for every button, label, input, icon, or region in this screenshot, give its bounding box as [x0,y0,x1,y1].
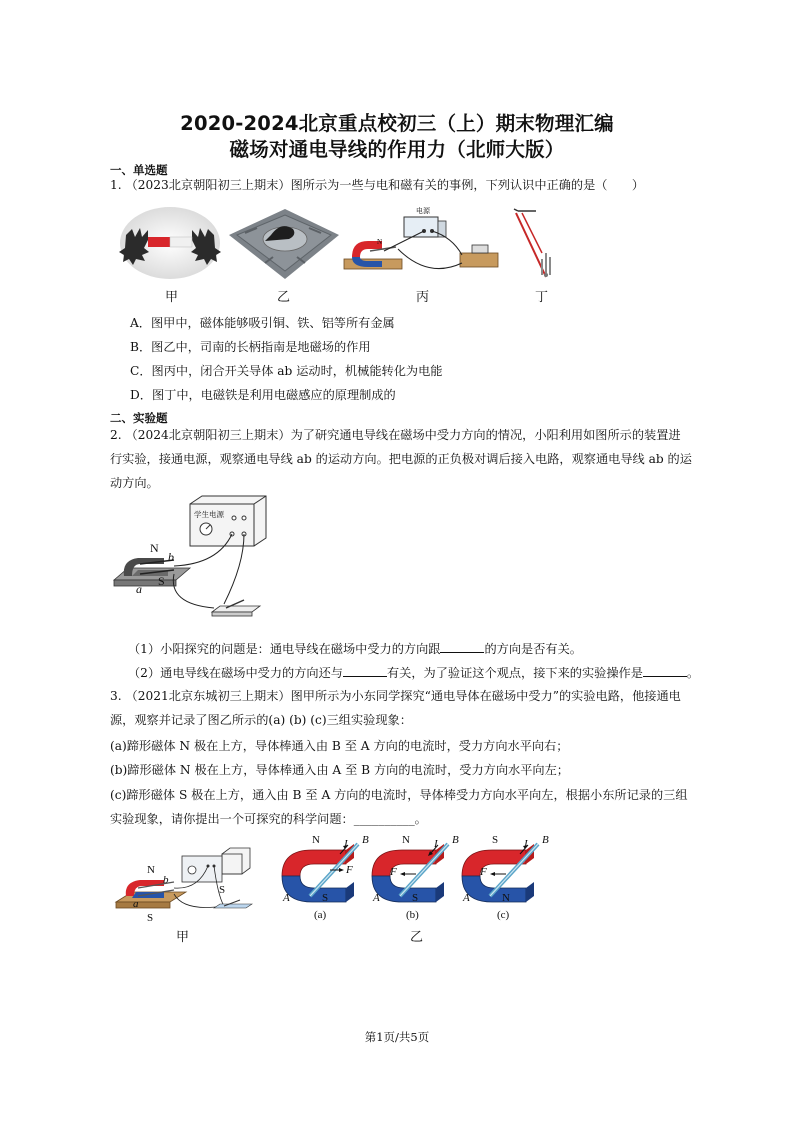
question-2-sub-2 [128,664,699,681]
q3-figure-yi-b [362,836,462,916]
figure-bing-power-label: 电源 [416,207,430,215]
question-1-option-a: A．图甲中，磁体能够吸引铜、铁、铝等所有金属 [130,316,395,330]
q3-jia-a-label: a [133,898,139,910]
page-subtitle: 磁场对通电导线的作用力（北师大版） [229,138,565,161]
q3-a-i-label: I [344,838,348,850]
q2-sub1-prefix: （1）小阳探究的问题是：通电导线在磁场中受力的方向跟 [128,642,441,656]
q3-caption-c: (c) [497,909,510,921]
q3-figure-jia-caption: 甲 [176,930,190,945]
q3-b-a-label: A [373,892,380,904]
section-heading-experiment: 二、实验题 [110,411,168,425]
question-3-line-5: (c)蹄形磁体 S 极在上方，通入由 B 至 A 方向的电流时，导体棒受力方向水平向左，根据小东所记录的三组 [110,788,688,802]
question-2-line-1: 2. （2024北京朝阳初三上期末）为了研究通电导线在磁场中受力方向的情况，小阳利用如图所示的装置进 [110,428,681,442]
question-3-line-1: 3. （2021北京东城初三上期末）图甲所示为小东同学探究“通电导体在磁场中受力”的实验电路，他接通电 [110,689,681,703]
question-3-line-3: (a)蹄形磁体 N 极在上方，导体棒通入由 B 至 A 方向的电流时，受力方向水平向右； [110,739,569,753]
question-3-line-2: 源，观察并记录了图乙所示的(a) (b) (c)三组实验现象： [110,713,412,727]
q2-figure-s-label: S [158,574,165,588]
figure-ding-electromagnet [506,205,560,285]
q3-caption-a: (a) [314,909,327,921]
q3-b-b-label: B [452,834,459,846]
q3-b-s-label: S [412,892,419,904]
question-3-figure-jia [112,846,257,924]
figure-yi-caption: 乙 [277,290,291,305]
q3-c-s-label: S [492,834,499,846]
q3-figure-yi-caption: 乙 [410,930,424,945]
question-2-line-2: 行实验，接通电源，观察通电导线 ab 的运动方向。把电源的正负极对调后接入电路，观察通电导线 ab 的运 [110,452,692,466]
question-3-line-6: 实验现象，请你提出一个可探究的科学问题：__________。 [110,812,427,826]
q2-sub1-blank [440,640,484,653]
power-supply-label: 学生电源 [194,510,224,519]
q3-b-f-label: F [390,866,397,878]
q2-figure-a-label: a [136,582,142,596]
q3-figure-yi-c [452,836,552,916]
figure-yi-sinan-compass [225,205,341,281]
q2-sub2-blank-1 [343,664,387,677]
q3-jia-switch-s-label: S [219,884,226,896]
question-2-sub-1 [128,640,582,657]
figure-bing-caption: 丙 [416,290,430,305]
q3-c-i-label: I [524,838,528,850]
figure-jia-caption: 甲 [165,290,179,305]
figure-bing-circuit [342,207,502,279]
q3-b-i-label: I [434,838,438,850]
q2-sub1-suffix: 的方向是否有关。 [484,642,582,656]
q3-c-n-label: N [502,892,510,904]
q2-figure-b-label: b [168,550,174,564]
q3-jia-n-label: N [147,864,155,876]
q3-b-n-label: N [402,834,410,846]
question-1-option-d: D．图丁中，电磁铁是利用电磁感应的原理制成的 [130,388,396,402]
q3-a-s-label: S [322,892,329,904]
q3-a-a-label: A [283,892,290,904]
page-number: 第1页/共5页 [364,1030,430,1044]
q3-a-b-label: B [362,834,369,846]
question-1-option-c: C．图丙中，闭合开关导体 ab 运动时，机械能转化为电能 [130,364,443,378]
q3-c-b-label: B [542,834,549,846]
q3-a-f-label: F [346,864,353,876]
q3-jia-b-label: b [163,874,169,886]
q2-sub2-suffix: 。 [686,666,700,680]
q2-sub2-blank-2 [643,664,687,677]
q3-a-n-label: N [312,834,320,846]
q3-c-a-label: A [463,892,470,904]
q3-caption-b: (b) [406,909,419,921]
question-3-line-4: (b)蹄形磁体 N 极在上方，导体棒通入由 A 至 B 方向的电流时，受力方向水平向左； [110,763,569,777]
page-title: 2020-2024北京重点校初三（上）期末物理汇编 [180,112,614,135]
question-2-apparatus-figure [110,494,272,624]
question-2-line-3: 动方向。 [110,476,159,490]
figure-bing-n-label: N [377,238,383,246]
question-1-option-b: B．图乙中，司南的长柄指南是地磁场的作用 [130,340,371,354]
q3-figure-yi-a [272,836,372,916]
q3-jia-s-label: S [147,912,154,924]
q2-sub2-prefix: （2）通电导线在磁场中受力的方向还与 [128,666,343,680]
q2-figure-n-label: N [150,541,159,555]
section-heading-single-choice: 一、单选题 [110,163,168,177]
figure-jia-bar-magnet [118,205,222,281]
figure-ding-caption: 丁 [535,290,549,305]
question-1-stem: 1. （2023北京朝阳初三上期末）图所示为一些与电和磁有关的事例，下列认识中正确的是（ ） [110,178,645,192]
q2-sub2-mid: 有关，为了验证这个观点，接下来的实验操作是 [386,666,643,680]
q3-c-f-label: F [480,866,487,878]
